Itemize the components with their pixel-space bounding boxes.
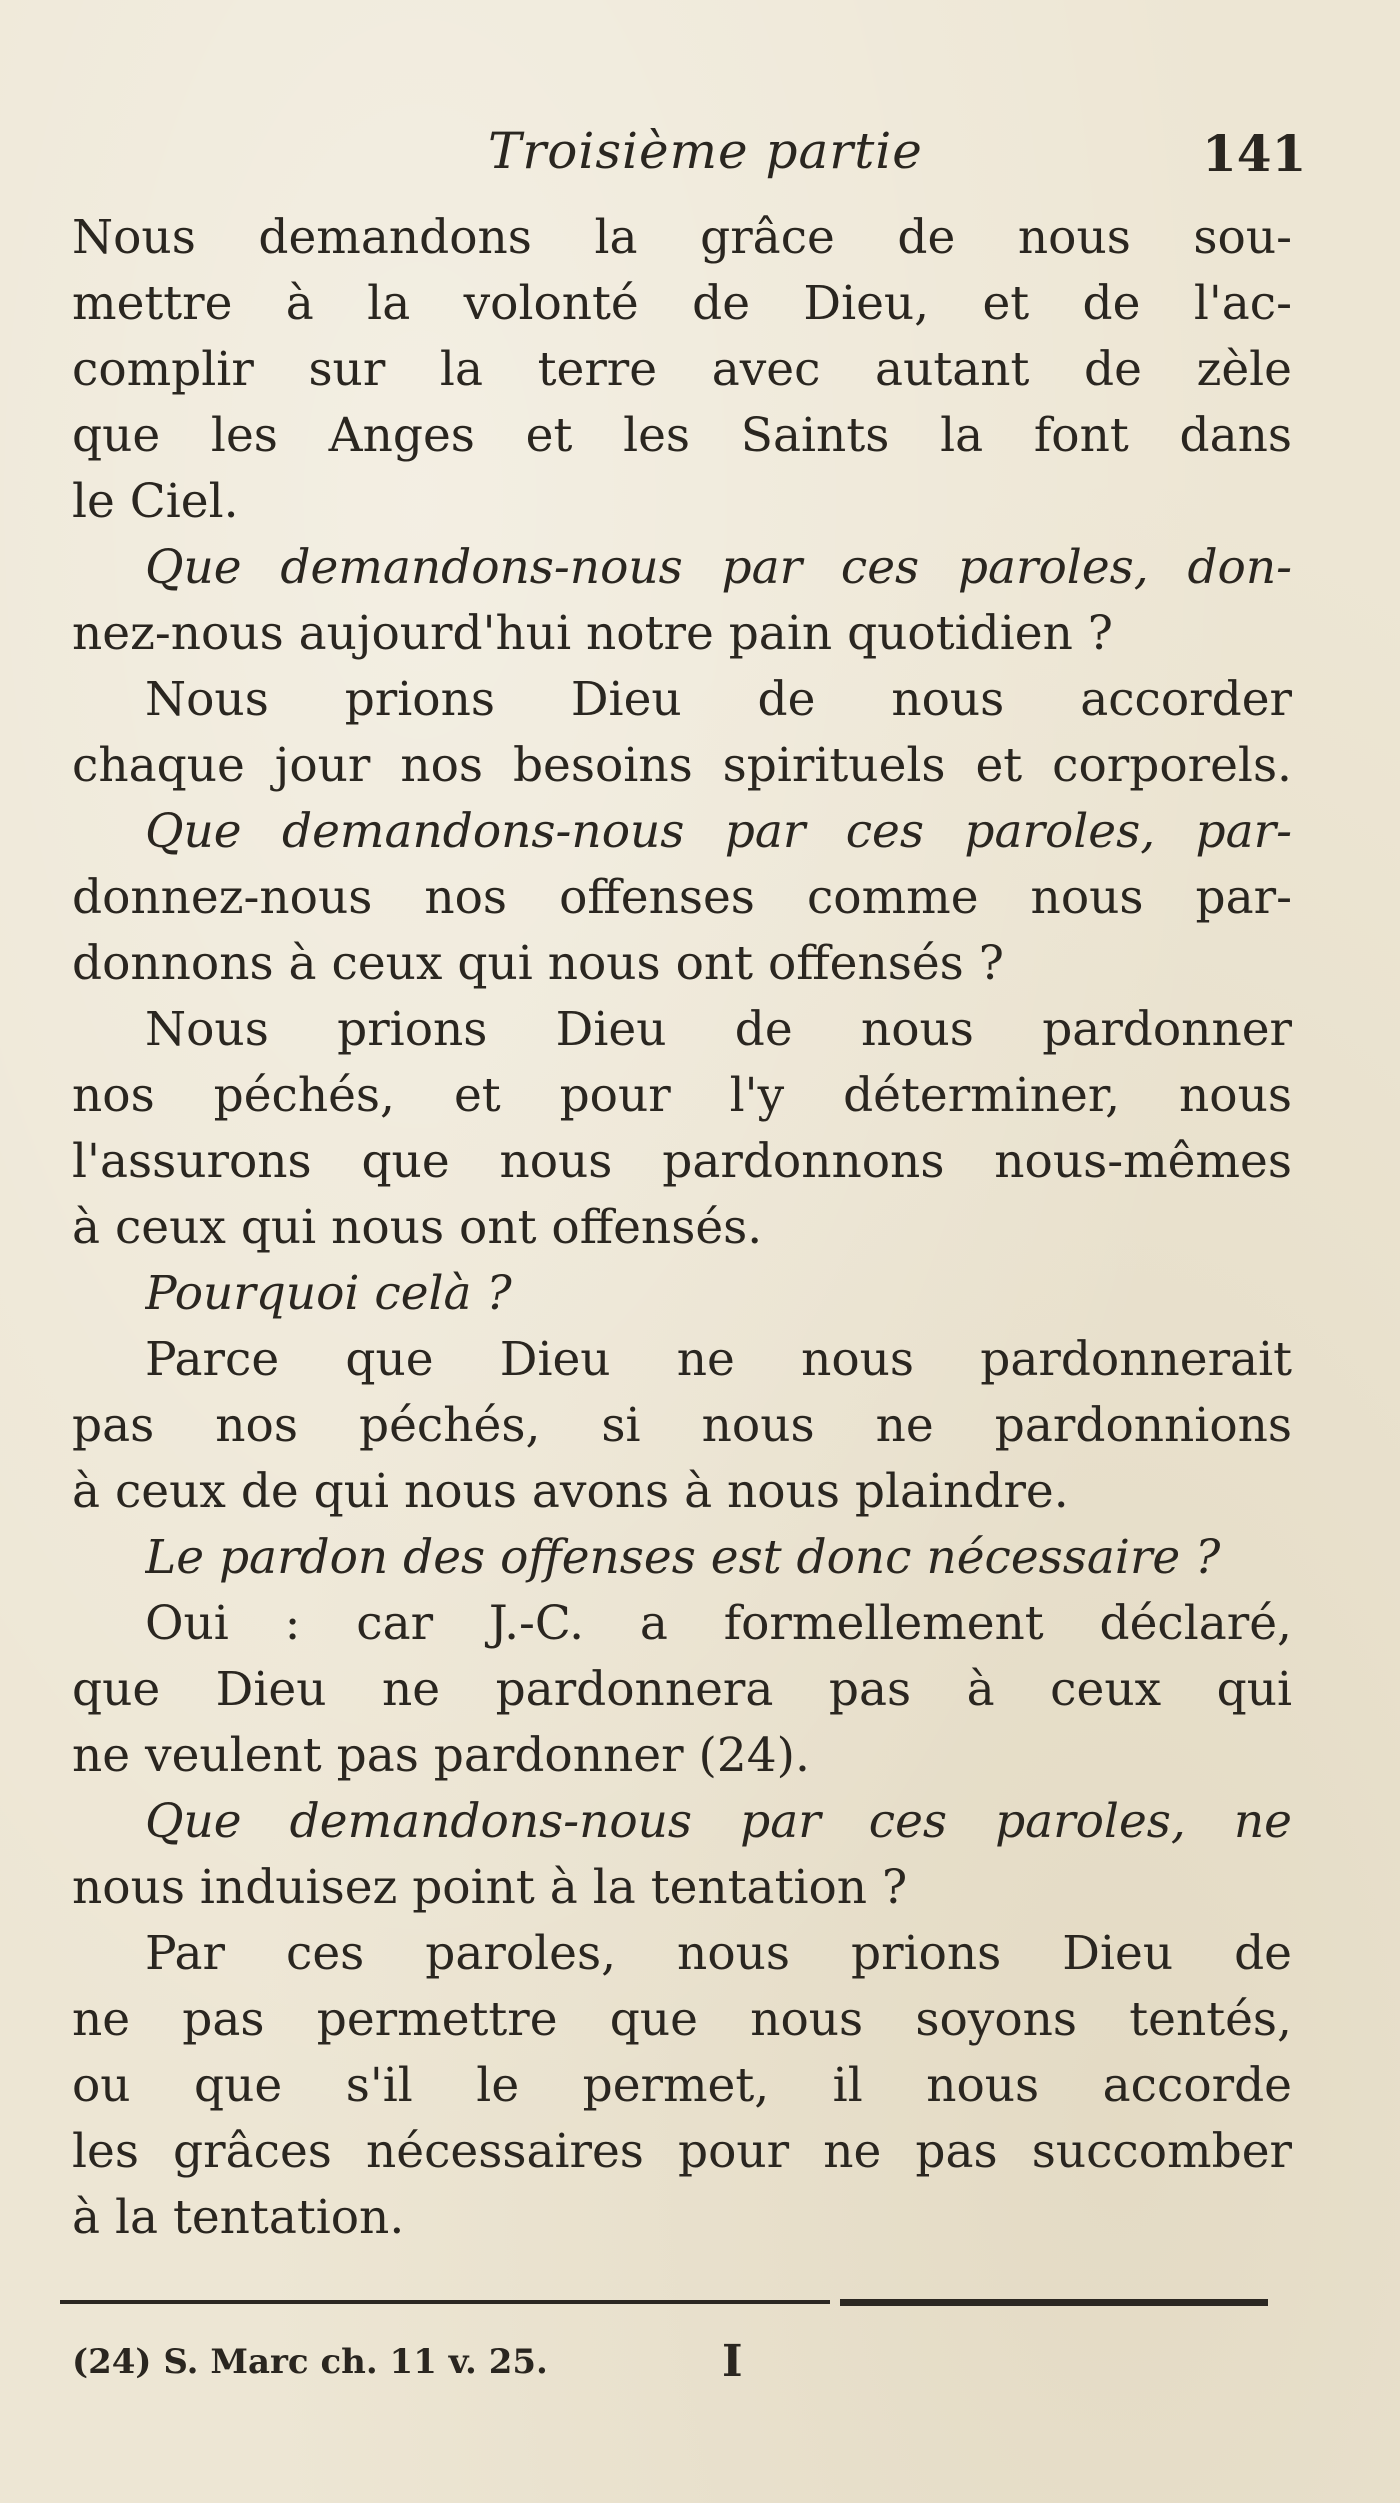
text-line: donnez-nous nos offenses comme nous par-	[72, 870, 1292, 925]
question-text: Que demandons-nous par ces paroles, don-	[145, 540, 1292, 595]
footnote: (24) S. Marc ch. 11 v. 25.	[72, 2342, 548, 2382]
text-line: nous induisez point à la tentation ?	[72, 1860, 908, 1915]
text-line: à la tentation.	[72, 2190, 405, 2245]
text-line: les grâces nécessaires pour ne pas succomber	[72, 2124, 1292, 2179]
text-line: Parce que Dieu ne nous pardonnerait	[145, 1332, 1292, 1387]
text-line: Oui : car J.-C. a formellement déclaré,	[145, 1596, 1292, 1651]
text-line: Nous demandons la grâce de nous sou-	[72, 210, 1292, 265]
printer-signature: I	[722, 2336, 743, 2387]
text-line: ou que s'il le permet, il nous accorde	[72, 2058, 1292, 2113]
text-line: ne pas permettre que nous soyons tentés,	[72, 1992, 1292, 2047]
text-line: le Ciel.	[72, 474, 239, 529]
text-line: Par ces paroles, nous prions Dieu de	[145, 1926, 1292, 1981]
text-line: à ceux de qui nous avons à nous plaindre.	[72, 1464, 1069, 1519]
text-line: Nous prions Dieu de nous pardonner	[145, 1002, 1292, 1057]
question-text: Que demandons-nous par ces paroles, ne	[145, 1794, 1292, 1849]
text-line: ne veulent pas pardonner (24).	[72, 1728, 810, 1783]
text-line: à ceux qui nous ont offensés.	[72, 1200, 763, 1255]
text-line	[145, 1789, 1292, 1855]
running-title: Troisième partie	[488, 122, 923, 180]
text-line: que Dieu ne pardonnera pas à ceux qui	[72, 1662, 1292, 1717]
text-line: que les Anges et les Saints la font dans	[72, 408, 1292, 463]
text-line: nez-nous aujourd'hui notre pain quotidien ?	[72, 606, 1113, 661]
text-line	[145, 535, 1292, 601]
text-line: nos péchés, et pour l'y déterminer, nous	[72, 1068, 1292, 1123]
footnote-rule	[60, 2300, 830, 2304]
page-header	[0, 122, 1400, 192]
text-line: donnons à ceux qui nous ont offensés ?	[72, 936, 1004, 991]
text-line: Nous prions Dieu de nous accorder	[145, 672, 1292, 727]
text-line: complir sur la terre avec autant de zèle	[72, 342, 1292, 397]
question-text: Que demandons-nous par ces paroles, par-	[145, 804, 1292, 859]
text-line: chaque jour nos besoins spirituels et corporels.	[72, 738, 1292, 793]
page-number: 141	[1202, 124, 1307, 183]
question-line: Pourquoi celà ?	[145, 1266, 512, 1321]
text-line: l'assurons que nous pardonnons nous-mêmes	[72, 1134, 1292, 1189]
footnote-rule	[840, 2299, 1268, 2306]
text-line	[145, 799, 1292, 865]
question-line: Le pardon des offenses est donc nécessaire ?	[145, 1530, 1221, 1585]
text-line: mettre à la volonté de Dieu, et de l'ac-	[72, 276, 1292, 331]
text-line: pas nos péchés, si nous ne pardonnions	[72, 1398, 1292, 1453]
